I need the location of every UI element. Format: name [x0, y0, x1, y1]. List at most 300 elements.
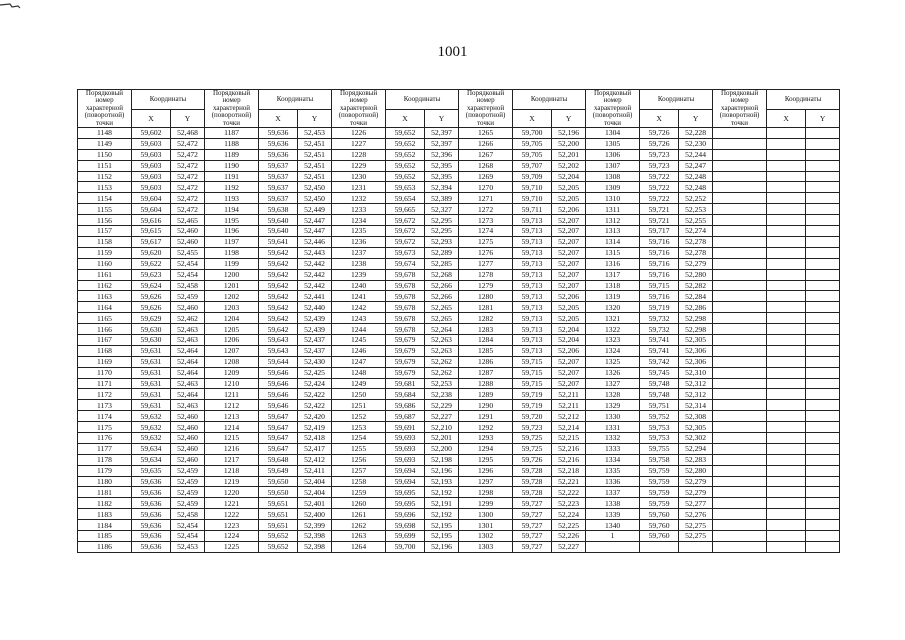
point-number-cell: 1249: [332, 378, 386, 389]
x-coordinate-cell: 59,719: [640, 302, 679, 313]
x-coordinate-cell: 59,651: [259, 509, 298, 520]
point-number-cell: 1274: [459, 226, 513, 237]
y-coordinate-cell: [806, 422, 840, 433]
point-number-cell: 1182: [78, 498, 132, 509]
point-number-cell: 1299: [459, 498, 513, 509]
point-number-cell: 1178: [78, 454, 132, 465]
table-row: [78, 204, 840, 215]
x-coordinate-cell: 59,620: [132, 247, 171, 258]
x-coordinate-cell: 59,725: [513, 443, 552, 454]
point-number-cell: 1283: [459, 324, 513, 335]
x-coordinate-cell: [767, 258, 806, 269]
x-coordinate-cell: 59,646: [259, 378, 298, 389]
point-number-cell: 1168: [78, 345, 132, 356]
point-number-cell: 1287: [459, 367, 513, 378]
x-coordinate-cell: 59,672: [386, 226, 425, 237]
x-coordinate-cell: [767, 345, 806, 356]
x-coordinate-cell: 59,652: [259, 530, 298, 541]
point-number-cell: 1300: [459, 509, 513, 520]
x-coordinate-cell: [640, 541, 679, 552]
x-coordinate-cell: 59,642: [259, 247, 298, 258]
x-coordinate-cell: 59,642: [259, 280, 298, 291]
x-coordinate-cell: 59,653: [386, 182, 425, 193]
y-coordinate-cell: 52,275: [679, 520, 713, 531]
point-number-cell: 1151: [78, 160, 132, 171]
y-coordinate-cell: 52,302: [679, 432, 713, 443]
x-header: X: [132, 110, 171, 128]
y-coordinate-cell: 52,222: [552, 487, 586, 498]
x-coordinate-cell: 59,673: [386, 247, 425, 258]
table-row: [78, 149, 840, 160]
point-number-cell: 1180: [78, 476, 132, 487]
point-number-cell: 1175: [78, 422, 132, 433]
point-number-cell: [713, 280, 767, 291]
y-coordinate-cell: 52,430: [298, 356, 332, 367]
y-coordinate-cell: [679, 541, 713, 552]
y-coordinate-cell: 52,447: [298, 215, 332, 226]
y-coordinate-cell: 52,265: [425, 302, 459, 313]
y-coordinate-cell: 52,216: [552, 454, 586, 465]
y-coordinate-cell: 52,248: [679, 171, 713, 182]
point-number-cell: 1179: [78, 465, 132, 476]
point-number-cell: 1186: [78, 541, 132, 552]
point-number-cell: [713, 422, 767, 433]
y-coordinate-cell: 52,205: [552, 302, 586, 313]
point-number-cell: [713, 171, 767, 182]
y-coordinate-cell: 52,314: [679, 400, 713, 411]
y-coordinate-cell: [806, 160, 840, 171]
point-number-cell: [713, 487, 767, 498]
point-number-cell: [713, 454, 767, 465]
y-coordinate-cell: 52,298: [679, 324, 713, 335]
x-header: X: [767, 110, 806, 128]
x-coordinate-cell: 59,604: [132, 204, 171, 215]
x-coordinate-cell: 59,631: [132, 378, 171, 389]
point-number-cell: 1307: [586, 160, 640, 171]
y-coordinate-cell: 52,449: [298, 204, 332, 215]
table-row: [78, 476, 840, 487]
x-coordinate-cell: 59,713: [513, 345, 552, 356]
point-number-cell: [713, 498, 767, 509]
x-coordinate-cell: 59,727: [513, 530, 552, 541]
point-number-cell: 1167: [78, 334, 132, 345]
x-coordinate-cell: 59,678: [386, 269, 425, 280]
point-number-cell: 1265: [459, 128, 513, 139]
y-coordinate-cell: [806, 215, 840, 226]
y-coordinate-cell: 52,191: [425, 498, 459, 509]
point-number-cell: 1156: [78, 215, 132, 226]
point-number-cell: 1219: [205, 476, 259, 487]
point-number-cell: [713, 389, 767, 400]
y-coordinate-cell: 52,439: [298, 324, 332, 335]
x-coordinate-cell: 59,636: [132, 498, 171, 509]
x-coordinate-cell: [767, 476, 806, 487]
point-number-cell: 1282: [459, 313, 513, 324]
point-number-cell: 1153: [78, 182, 132, 193]
point-number-cell: 1150: [78, 149, 132, 160]
point-number-cell: 1269: [459, 171, 513, 182]
x-coordinate-cell: [767, 367, 806, 378]
x-coordinate-cell: 59,722: [640, 182, 679, 193]
y-coordinate-cell: 52,465: [171, 215, 205, 226]
y-coordinate-cell: 52,451: [298, 149, 332, 160]
point-number-cell: 1234: [332, 215, 386, 226]
point-number-cell: 1246: [332, 345, 386, 356]
y-coordinate-cell: 52,285: [425, 258, 459, 269]
y-coordinate-cell: 52,206: [552, 291, 586, 302]
x-coordinate-cell: 59,678: [386, 291, 425, 302]
x-coordinate-cell: 59,637: [259, 182, 298, 193]
x-coordinate-cell: 59,642: [259, 324, 298, 335]
x-coordinate-cell: 59,713: [513, 258, 552, 269]
y-coordinate-cell: 52,460: [171, 302, 205, 313]
y-coordinate-cell: 52,460: [171, 454, 205, 465]
x-coordinate-cell: 59,723: [640, 149, 679, 160]
x-coordinate-cell: 59,698: [386, 520, 425, 531]
y-coordinate-cell: 52,207: [552, 247, 586, 258]
point-number-cell: 1340: [586, 520, 640, 531]
point-number-header: Порядковый номер характерной (поворотной) точки: [586, 90, 640, 128]
y-coordinate-cell: 52,207: [552, 226, 586, 237]
point-number-cell: 1163: [78, 291, 132, 302]
x-coordinate-cell: 59,713: [513, 236, 552, 247]
y-coordinate-cell: 52,198: [425, 454, 459, 465]
x-coordinate-cell: 59,672: [386, 215, 425, 226]
x-coordinate-cell: 59,719: [513, 400, 552, 411]
y-coordinate-cell: 52,463: [171, 324, 205, 335]
x-coordinate-cell: 59,642: [259, 291, 298, 302]
y-coordinate-cell: [806, 345, 840, 356]
x-coordinate-cell: 59,603: [132, 138, 171, 149]
y-coordinate-cell: 52,244: [679, 149, 713, 160]
x-coordinate-cell: 59,722: [640, 193, 679, 204]
point-number-cell: 1210: [205, 378, 259, 389]
y-coordinate-cell: 52,458: [171, 509, 205, 520]
x-coordinate-cell: 59,713: [513, 215, 552, 226]
x-coordinate-cell: 59,716: [640, 258, 679, 269]
point-number-cell: 1162: [78, 280, 132, 291]
y-coordinate-cell: 52,278: [679, 236, 713, 247]
y-coordinate-cell: 52,454: [171, 530, 205, 541]
x-coordinate-cell: 59,695: [386, 498, 425, 509]
point-number-cell: 1314: [586, 236, 640, 247]
point-number-cell: 1295: [459, 454, 513, 465]
x-coordinate-cell: 59,629: [132, 313, 171, 324]
point-number-cell: 1263: [332, 530, 386, 541]
x-coordinate-cell: 59,700: [386, 541, 425, 552]
point-number-cell: 1290: [459, 400, 513, 411]
y-coordinate-cell: 52,215: [552, 432, 586, 443]
point-number-cell: 1222: [205, 509, 259, 520]
x-coordinate-cell: 59,679: [386, 367, 425, 378]
point-number-cell: 1169: [78, 356, 132, 367]
point-number-cell: 1154: [78, 193, 132, 204]
y-coordinate-cell: 52,253: [679, 204, 713, 215]
y-coordinate-cell: 52,306: [679, 356, 713, 367]
point-number-cell: 1260: [332, 498, 386, 509]
y-coordinate-cell: [806, 269, 840, 280]
point-number-cell: 1243: [332, 313, 386, 324]
point-number-cell: 1304: [586, 128, 640, 139]
point-number-header: Порядковый номер характерной (поворотной) точки: [205, 90, 259, 128]
point-number-cell: 1206: [205, 334, 259, 345]
x-coordinate-cell: 59,716: [640, 269, 679, 280]
point-number-cell: 1: [586, 530, 640, 541]
x-coordinate-cell: 59,709: [513, 171, 552, 182]
table-row: [78, 334, 840, 345]
y-coordinate-cell: 52,446: [298, 236, 332, 247]
point-number-cell: 1189: [205, 149, 259, 160]
x-coordinate-cell: [767, 443, 806, 454]
y-coordinate-cell: 52,196: [425, 541, 459, 552]
table-row: [78, 389, 840, 400]
point-number-cell: 1218: [205, 465, 259, 476]
y-coordinate-cell: 52,460: [171, 226, 205, 237]
x-coordinate-cell: 59,679: [386, 334, 425, 345]
x-coordinate-cell: 59,679: [386, 356, 425, 367]
point-number-cell: 1328: [586, 389, 640, 400]
point-number-cell: 1161: [78, 269, 132, 280]
table-row: [78, 247, 840, 258]
point-number-cell: [586, 541, 640, 552]
y-coordinate-cell: [806, 182, 840, 193]
y-coordinate-cell: [806, 291, 840, 302]
x-coordinate-cell: 59,652: [386, 160, 425, 171]
y-coordinate-cell: 52,200: [552, 138, 586, 149]
y-coordinate-cell: 52,463: [171, 378, 205, 389]
point-number-cell: 1272: [459, 204, 513, 215]
x-coordinate-cell: 59,603: [132, 171, 171, 182]
point-number-cell: [713, 138, 767, 149]
point-number-cell: 1174: [78, 411, 132, 422]
table-row: [78, 193, 840, 204]
point-number-cell: 1301: [459, 520, 513, 531]
y-coordinate-cell: 52,216: [552, 443, 586, 454]
y-coordinate-cell: [806, 128, 840, 139]
point-number-cell: [713, 432, 767, 443]
x-coordinate-cell: 59,760: [640, 509, 679, 520]
y-coordinate-cell: 52,306: [679, 345, 713, 356]
point-number-cell: 1158: [78, 236, 132, 247]
y-coordinate-cell: 52,227: [552, 541, 586, 552]
y-coordinate-cell: 52,298: [679, 313, 713, 324]
point-number-cell: 1252: [332, 411, 386, 422]
x-coordinate-cell: 59,642: [259, 313, 298, 324]
x-coordinate-cell: [767, 313, 806, 324]
x-coordinate-cell: [767, 226, 806, 237]
x-coordinate-cell: 59,726: [640, 128, 679, 139]
x-coordinate-cell: 59,696: [386, 509, 425, 520]
x-coordinate-cell: 59,713: [513, 247, 552, 258]
x-coordinate-cell: 59,727: [513, 498, 552, 509]
x-coordinate-cell: [767, 280, 806, 291]
x-coordinate-cell: 59,624: [132, 280, 171, 291]
y-coordinate-cell: [806, 236, 840, 247]
point-number-cell: 1250: [332, 389, 386, 400]
x-coordinate-cell: 59,603: [132, 149, 171, 160]
point-number-cell: 1302: [459, 530, 513, 541]
y-coordinate-cell: 52,453: [298, 128, 332, 139]
y-coordinate-cell: 52,464: [171, 356, 205, 367]
point-number-cell: 1312: [586, 215, 640, 226]
y-coordinate-cell: 52,389: [425, 193, 459, 204]
x-coordinate-cell: [767, 378, 806, 389]
y-coordinate-cell: [806, 389, 840, 400]
x-coordinate-cell: [767, 334, 806, 345]
point-number-cell: 1160: [78, 258, 132, 269]
y-coordinate-cell: [806, 193, 840, 204]
y-coordinate-cell: 52,454: [171, 269, 205, 280]
point-number-cell: [713, 411, 767, 422]
y-coordinate-cell: [806, 498, 840, 509]
table-row: [78, 520, 840, 531]
table-row: [78, 432, 840, 443]
y-coordinate-cell: 52,207: [552, 215, 586, 226]
x-coordinate-cell: 59,748: [640, 378, 679, 389]
point-number-cell: 1336: [586, 476, 640, 487]
y-coordinate-cell: 52,472: [171, 138, 205, 149]
table-row: [78, 280, 840, 291]
x-coordinate-cell: 59,643: [259, 334, 298, 345]
point-number-cell: 1170: [78, 367, 132, 378]
point-number-cell: 1333: [586, 443, 640, 454]
y-coordinate-cell: 52,454: [171, 258, 205, 269]
y-coordinate-cell: [806, 171, 840, 182]
y-coordinate-cell: 52,464: [171, 367, 205, 378]
point-number-cell: 1317: [586, 269, 640, 280]
x-coordinate-cell: 59,721: [640, 204, 679, 215]
y-header: Y: [806, 110, 840, 128]
x-coordinate-cell: 59,715: [513, 356, 552, 367]
x-coordinate-cell: [767, 138, 806, 149]
point-number-cell: 1281: [459, 302, 513, 313]
point-number-header: Порядковый номер характерной (поворотной) точки: [332, 90, 386, 128]
y-coordinate-cell: 52,204: [552, 324, 586, 335]
point-number-cell: 1197: [205, 236, 259, 247]
x-coordinate-cell: [767, 356, 806, 367]
table-row: [78, 411, 840, 422]
table-row: [78, 487, 840, 498]
x-coordinate-cell: 59,726: [513, 454, 552, 465]
x-header: X: [640, 110, 679, 128]
x-coordinate-cell: 59,637: [259, 193, 298, 204]
point-number-cell: 1337: [586, 487, 640, 498]
point-number-cell: 1339: [586, 509, 640, 520]
x-coordinate-cell: 59,727: [513, 520, 552, 531]
point-number-cell: 1187: [205, 128, 259, 139]
x-coordinate-cell: [767, 487, 806, 498]
point-number-cell: 1229: [332, 160, 386, 171]
x-coordinate-cell: 59,632: [132, 411, 171, 422]
x-coordinate-cell: 59,717: [640, 226, 679, 237]
point-number-cell: 1319: [586, 291, 640, 302]
x-coordinate-cell: 59,699: [386, 530, 425, 541]
point-number-cell: 1159: [78, 247, 132, 258]
point-number-cell: 1184: [78, 520, 132, 531]
y-coordinate-cell: 52,447: [298, 226, 332, 237]
scan-artifact-icon: [0, 2, 26, 10]
x-coordinate-cell: 59,651: [259, 520, 298, 531]
y-coordinate-cell: 52,464: [171, 389, 205, 400]
y-coordinate-cell: 52,437: [298, 345, 332, 356]
y-coordinate-cell: 52,207: [552, 378, 586, 389]
point-number-cell: 1271: [459, 193, 513, 204]
x-coordinate-cell: 59,637: [259, 171, 298, 182]
y-coordinate-cell: 52,204: [552, 334, 586, 345]
point-number-cell: 1278: [459, 269, 513, 280]
x-coordinate-cell: 59,759: [640, 476, 679, 487]
point-number-cell: 1330: [586, 411, 640, 422]
point-number-cell: 1198: [205, 247, 259, 258]
x-coordinate-cell: 59,681: [386, 378, 425, 389]
point-number-cell: 1326: [586, 367, 640, 378]
y-coordinate-cell: 52,202: [552, 160, 586, 171]
point-number-cell: 1321: [586, 313, 640, 324]
y-coordinate-cell: [806, 520, 840, 531]
point-number-cell: 1223: [205, 520, 259, 531]
point-number-cell: 1177: [78, 443, 132, 454]
y-coordinate-cell: 52,401: [298, 498, 332, 509]
x-coordinate-cell: 59,646: [259, 400, 298, 411]
y-coordinate-cell: 52,472: [171, 160, 205, 171]
table-row: [78, 324, 840, 335]
x-coordinate-cell: [767, 432, 806, 443]
x-coordinate-cell: 59,626: [132, 291, 171, 302]
x-coordinate-cell: 59,630: [132, 334, 171, 345]
x-coordinate-cell: [767, 182, 806, 193]
y-coordinate-cell: 52,266: [425, 291, 459, 302]
x-coordinate-cell: 59,713: [513, 334, 552, 345]
y-coordinate-cell: [806, 411, 840, 422]
y-coordinate-cell: [806, 400, 840, 411]
point-number-cell: 1338: [586, 498, 640, 509]
table-row: [78, 182, 840, 193]
x-coordinate-cell: 59,636: [259, 128, 298, 139]
x-coordinate-cell: 59,700: [513, 128, 552, 139]
x-coordinate-cell: 59,715: [640, 280, 679, 291]
point-number-cell: [713, 182, 767, 193]
table-row: [78, 356, 840, 367]
x-coordinate-cell: 59,693: [386, 432, 425, 443]
y-coordinate-cell: 52,195: [425, 520, 459, 531]
table-row: [78, 367, 840, 378]
y-coordinate-cell: 52,422: [298, 400, 332, 411]
y-coordinate-cell: 52,262: [425, 367, 459, 378]
y-coordinate-cell: 52,266: [425, 280, 459, 291]
x-coordinate-cell: [767, 389, 806, 400]
x-coordinate-cell: 59,604: [132, 193, 171, 204]
point-number-cell: 1329: [586, 400, 640, 411]
y-coordinate-cell: 52,206: [552, 204, 586, 215]
y-coordinate-cell: 52,412: [298, 454, 332, 465]
point-number-cell: 1313: [586, 226, 640, 237]
y-coordinate-cell: 52,207: [552, 236, 586, 247]
y-coordinate-cell: [806, 356, 840, 367]
y-coordinate-cell: 52,396: [425, 149, 459, 160]
page-number: 1001: [437, 44, 468, 60]
y-coordinate-cell: 52,252: [679, 193, 713, 204]
x-coordinate-cell: 59,636: [132, 476, 171, 487]
point-number-cell: 1171: [78, 378, 132, 389]
coordinates-header: Координаты: [132, 90, 205, 110]
x-coordinate-cell: 59,723: [640, 160, 679, 171]
x-coordinate-cell: 59,759: [640, 465, 679, 476]
table-row: [78, 138, 840, 149]
point-number-cell: 1224: [205, 530, 259, 541]
y-coordinate-cell: 52,404: [298, 476, 332, 487]
y-coordinate-cell: [806, 334, 840, 345]
y-coordinate-cell: 52,464: [171, 345, 205, 356]
